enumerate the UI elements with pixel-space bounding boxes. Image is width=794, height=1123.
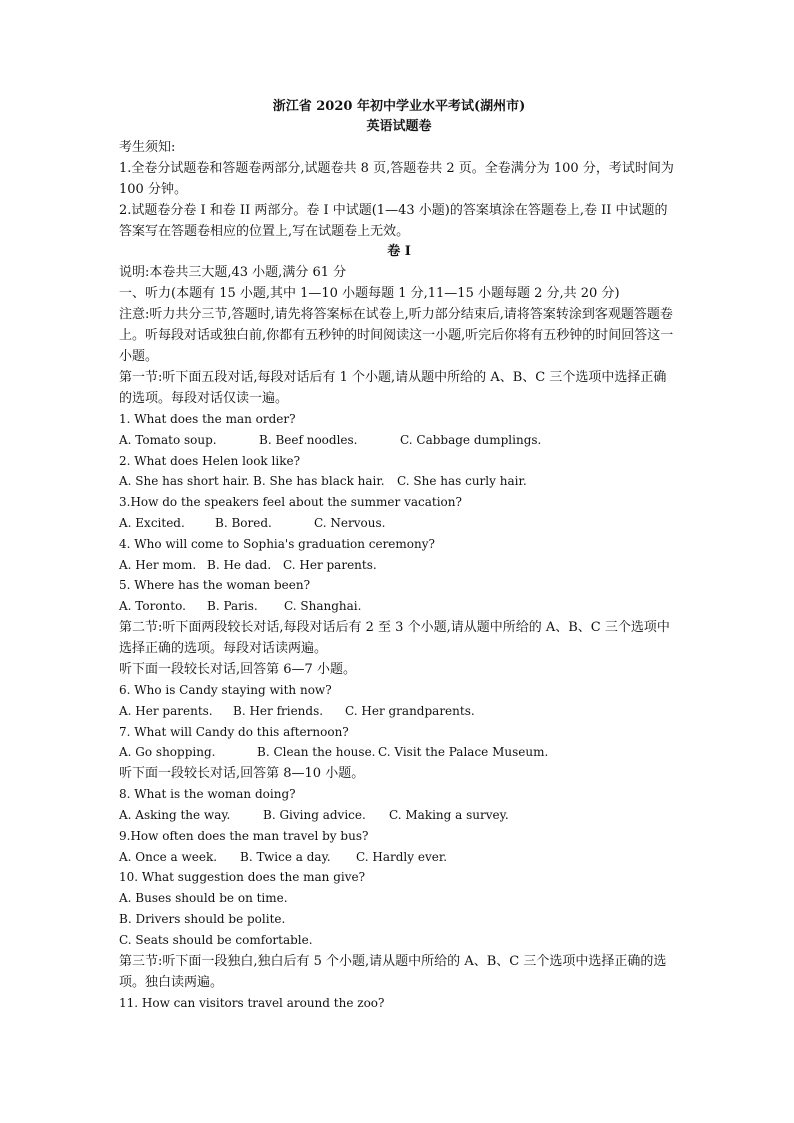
question-11: 11. How can visitors travel around the zoo? xyxy=(119,995,385,1010)
option-a: A. Asking the way. xyxy=(119,807,231,822)
section-one-intro: 第一节:听下面五段对话,每段对话后有 1 个小题,请从题中所给的 A、B、C 三个选项中选择正确的选项。每段对话仅读一遍。 xyxy=(119,370,667,406)
notice-item-1: 1.全卷分试题卷和答题卷两部分,试题卷共 8 页,答题卷共 2 页。全卷满分为 100 分，考试时间为 100 分钟。 xyxy=(119,161,674,197)
option-a: A. She has short hair. xyxy=(119,474,250,489)
option-c: C. Her grandparents. xyxy=(345,703,475,718)
option-c: C. Seats should be comfortable. xyxy=(119,932,313,947)
option-b: B. Twice a day. xyxy=(240,849,331,864)
option-b: B. Giving advice. xyxy=(263,807,366,822)
option-a: A. Buses should be on time. xyxy=(119,891,288,906)
question-7: 7. What will Candy do this afternoon? xyxy=(119,724,349,739)
section-two-sub-1: 听下面一段较长对话,回答第 6—7 小题。 xyxy=(119,661,356,677)
option-a: A. Her mom. xyxy=(119,557,197,572)
section-two-sub-2: 听下面一段较长对话,回答第 8—10 小题。 xyxy=(119,766,365,782)
notice-item-2: 2.试题卷分卷 I 和卷 II 两部分。卷 I 中试题(1—43 小题)的答案填涂在答题卷上,卷 II 中试题的答案写在答题卷相应的位置上,写在试题卷上无效。 xyxy=(119,203,668,239)
options-6 xyxy=(119,701,679,722)
option-b: B. She has black hair. xyxy=(253,474,385,489)
option-c: C. Hardly ever. xyxy=(356,849,448,864)
option-a: A. Once a week. xyxy=(119,849,218,864)
options-8 xyxy=(119,805,679,826)
question-8: 8. What is the woman doing? xyxy=(119,787,296,802)
option-b: B. He dad. xyxy=(207,557,272,572)
section-three-intro: 第三节:听下面一段独白,独白后有 5 个小题,请从题中所给的 A、B、C 三个选项中选择正确的选项。独白读两遍。 xyxy=(119,953,667,990)
option-c: C. Shanghai. xyxy=(284,599,362,614)
section-two-intro: 第二节:听下面两段较长对话,每段对话后有 2 至 3 个小题,请从题中所给的 A、B、C 三个选项中选择正确的选项。每段对话读两遍。 xyxy=(119,619,670,656)
option-c: C. Visit the Palace Museum. xyxy=(378,745,549,760)
options-3 xyxy=(119,513,679,534)
question-9: 9.How often does the man travel by bus? xyxy=(119,828,369,843)
option-a: A. Tomato soup. xyxy=(119,432,217,447)
option-c: C. Cabbage dumplings. xyxy=(400,432,542,447)
question-5: 5. Where has the woman been? xyxy=(119,578,311,593)
option-c: C. Making a survey. xyxy=(389,807,509,822)
volume-title: 卷 I xyxy=(387,244,411,259)
option-b: B. Drivers should be polite. xyxy=(119,911,286,926)
options-9 xyxy=(119,847,679,868)
option-c: C. Her parents. xyxy=(283,557,377,572)
option-b: B. Clean the house. xyxy=(257,745,376,760)
question-10: 10. What suggestion does the man give? xyxy=(119,870,366,885)
option-a: A. Go shopping. xyxy=(119,745,216,760)
question-6: 6. Who is Candy staying with now? xyxy=(119,682,332,697)
part-one-heading: 一、听力(本题有 15 小题,其中 1—10 小题每题 1 分,11—15 小题每题 2 分,共 20 分) xyxy=(119,286,620,301)
options-7 xyxy=(119,742,679,763)
option-b: B. Bored. xyxy=(215,515,272,530)
option-a: A. Excited. xyxy=(119,515,185,530)
notice-heading: 考生须知: xyxy=(119,140,176,155)
option-c: C. She has curly hair. xyxy=(397,474,527,489)
question-3: 3.How do the speakers feel about the summer vacation? xyxy=(119,495,462,510)
options-5 xyxy=(119,596,679,617)
options-2 xyxy=(119,471,679,492)
options-1 xyxy=(119,430,679,451)
page-title: 浙江省 2020 年初中学业水平考试(湖州市) xyxy=(272,99,526,114)
question-2: 2. What does Helen look like? xyxy=(119,453,301,468)
page-subtitle: 英语试题卷 xyxy=(366,119,432,134)
options-4 xyxy=(119,555,679,576)
option-b: B. Her friends. xyxy=(233,703,324,718)
page-content xyxy=(119,97,679,1013)
option-b: B. Paris. xyxy=(207,599,258,614)
option-a: A. Her parents. xyxy=(119,703,213,718)
volume-description: 说明:本卷共三大题,43 小题,满分 61 分 xyxy=(119,265,347,280)
question-4: 4. Who will come to Sophia's graduation ceremony? xyxy=(119,536,435,551)
question-1: 1. What does the man order? xyxy=(119,412,296,426)
listening-note: 注意:听力共分三节,答题时,请先将答案标在试卷上,听力部分结束后,请将答案转涂到客观题答题卷上。听每段对话或独白前,你都有五秒钟的时间阅读这一小题,听完后你将有五秒钟的时间回答这一小题。 xyxy=(119,307,674,364)
option-b: B. Beef noodles. xyxy=(259,432,358,447)
option-a: A. Toronto. xyxy=(119,599,186,614)
option-c: C. Nervous. xyxy=(314,515,386,530)
